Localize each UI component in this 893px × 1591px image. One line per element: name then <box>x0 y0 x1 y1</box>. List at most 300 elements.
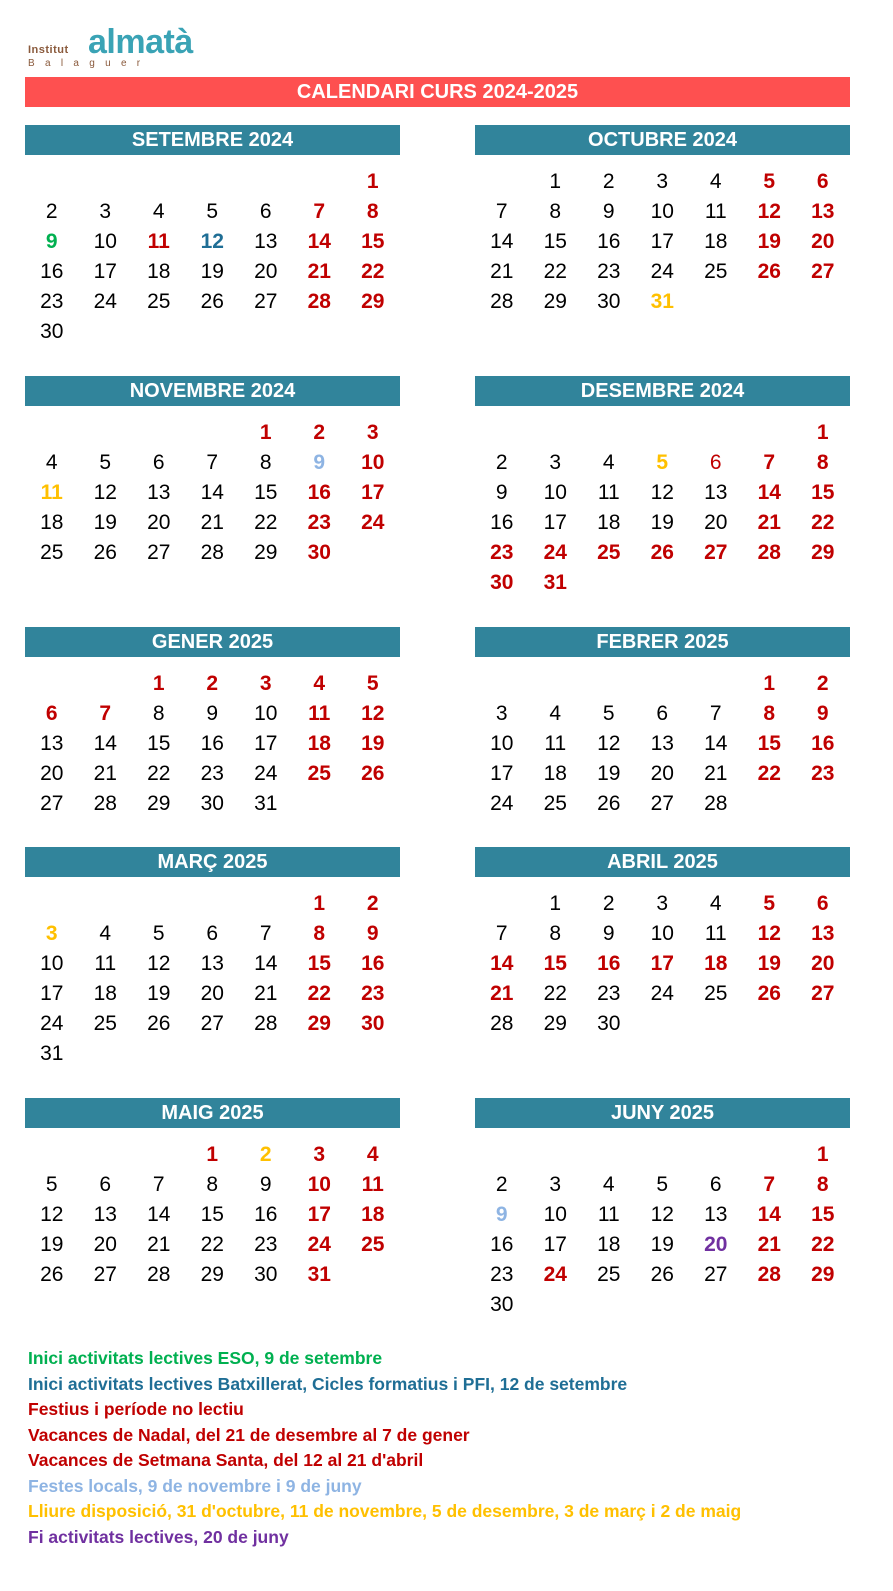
day-cell: 21 <box>490 260 514 283</box>
legend-item: Fi activitats lectives, 20 de juny <box>28 1526 289 1547</box>
day-cell: 7 <box>99 702 112 725</box>
empty-cell <box>582 418 636 448</box>
empty-cell <box>529 418 583 448</box>
month-header: JUNY 2025 <box>475 1098 850 1128</box>
day-cell: 4 <box>45 451 58 474</box>
day-cell: 2 <box>259 1143 272 1166</box>
day-grid <box>475 877 850 1039</box>
month-block <box>475 376 850 598</box>
day-cell: 19 <box>597 762 621 785</box>
month-block <box>25 847 400 1069</box>
day-cell: 11 <box>704 922 727 945</box>
day-cell: 8 <box>816 451 829 474</box>
day-cell: 24 <box>490 792 514 815</box>
day-cell: 6 <box>152 451 165 474</box>
empty-cell <box>186 167 240 197</box>
day-cell: 15 <box>200 1203 224 1226</box>
day-cell: 6 <box>45 702 58 725</box>
day-cell: 5 <box>602 702 615 725</box>
day-cell: 21 <box>757 1233 781 1256</box>
day-cell: 25 <box>704 260 728 283</box>
day-cell: 14 <box>254 952 278 975</box>
day-cell: 20 <box>704 1233 728 1256</box>
day-cell: 25 <box>361 1233 385 1256</box>
day-cell: 22 <box>811 1233 835 1256</box>
day-cell: 5 <box>656 1173 669 1196</box>
day-cell: 21 <box>93 762 117 785</box>
empty-cell <box>529 1140 583 1170</box>
day-cell: 24 <box>650 260 674 283</box>
day-cell: 10 <box>650 922 674 945</box>
day-cell: 10 <box>93 230 117 253</box>
day-cell: 30 <box>490 1293 514 1316</box>
day-cell: 19 <box>200 260 224 283</box>
empty-cell <box>132 889 186 919</box>
day-cell: 11 <box>361 1173 384 1196</box>
day-cell: 1 <box>313 892 326 915</box>
day-cell: 22 <box>254 511 278 534</box>
day-cell: 14 <box>200 481 224 504</box>
day-cell: 27 <box>811 260 835 283</box>
day-cell: 4 <box>709 170 722 193</box>
day-cell: 2 <box>602 892 615 915</box>
month-header: GENER 2025 <box>25 627 400 657</box>
month-block <box>25 627 400 819</box>
day-cell: 13 <box>811 922 835 945</box>
day-cell: 21 <box>254 982 278 1005</box>
month-block <box>25 376 400 568</box>
day-cell: 27 <box>650 792 674 815</box>
day-grid <box>25 406 400 568</box>
day-cell: 18 <box>93 982 117 1005</box>
day-cell: 16 <box>307 481 331 504</box>
empty-cell <box>582 1140 636 1170</box>
day-cell: 24 <box>361 511 385 534</box>
day-cell: 24 <box>93 290 117 313</box>
day-cell: 11 <box>704 200 727 223</box>
day-cell: 25 <box>40 541 64 564</box>
legend-item: Vacances de Nadal, del 21 de desembre al 7 de gener <box>28 1424 470 1445</box>
day-cell: 9 <box>602 200 615 223</box>
day-cell: 15 <box>811 1203 835 1226</box>
day-cell: 16 <box>254 1203 278 1226</box>
day-cell: 26 <box>200 290 224 313</box>
day-cell: 19 <box>147 982 171 1005</box>
day-cell: 12 <box>597 732 621 755</box>
empty-cell <box>582 669 636 699</box>
day-cell: 6 <box>656 702 669 725</box>
day-cell: 20 <box>704 511 728 534</box>
day-cell: 10 <box>307 1173 331 1196</box>
empty-cell <box>475 669 529 699</box>
day-cell: 20 <box>40 762 64 785</box>
day-cell: 6 <box>709 1173 722 1196</box>
day-cell: 13 <box>200 952 224 975</box>
day-cell: 13 <box>40 732 64 755</box>
empty-cell <box>689 1140 743 1170</box>
empty-cell <box>636 669 690 699</box>
day-cell: 5 <box>656 451 669 474</box>
day-cell: 15 <box>307 952 331 975</box>
day-cell: 31 <box>650 290 674 313</box>
day-cell: 10 <box>490 732 514 755</box>
day-cell: 29 <box>543 290 567 313</box>
logo-name-text: almatà <box>88 23 193 61</box>
empty-cell <box>79 889 133 919</box>
day-cell: 16 <box>597 230 621 253</box>
day-cell: 30 <box>307 541 331 564</box>
empty-cell <box>529 669 583 699</box>
day-cell: 7 <box>763 1173 776 1196</box>
day-cell: 15 <box>254 481 278 504</box>
empty-cell <box>79 418 133 448</box>
day-cell: 7 <box>206 451 219 474</box>
day-cell: 29 <box>200 1263 224 1286</box>
day-cell: 31 <box>254 792 278 815</box>
day-cell: 14 <box>147 1203 171 1226</box>
day-cell: 8 <box>549 922 562 945</box>
day-cell: 18 <box>704 230 728 253</box>
day-cell: 30 <box>40 320 64 343</box>
day-cell: 18 <box>307 732 331 755</box>
legend <box>28 1346 878 1550</box>
empty-cell <box>689 669 743 699</box>
day-cell: 27 <box>93 1263 117 1286</box>
day-cell: 5 <box>152 922 165 945</box>
day-cell: 17 <box>543 511 567 534</box>
month-header: OCTUBRE 2024 <box>475 125 850 155</box>
day-cell: 10 <box>543 1203 567 1226</box>
day-cell: 23 <box>490 541 514 564</box>
day-cell: 1 <box>549 170 562 193</box>
day-cell: 17 <box>40 982 64 1005</box>
day-cell: 28 <box>490 1012 514 1035</box>
school-logo <box>28 24 228 72</box>
day-cell: 28 <box>93 792 117 815</box>
day-cell: 12 <box>650 1203 674 1226</box>
day-cell: 26 <box>361 762 385 785</box>
day-cell: 17 <box>490 762 514 785</box>
day-cell: 27 <box>811 982 835 1005</box>
day-cell: 9 <box>366 922 379 945</box>
day-cell: 13 <box>704 1203 728 1226</box>
day-cell: 21 <box>147 1233 171 1256</box>
day-cell: 3 <box>495 702 508 725</box>
day-cell: 26 <box>40 1263 64 1286</box>
empty-cell <box>25 669 79 699</box>
empty-cell <box>293 167 347 197</box>
day-cell: 17 <box>650 230 674 253</box>
day-cell: 26 <box>147 1012 171 1035</box>
day-cell: 11 <box>597 1203 620 1226</box>
legend-item: Festius i període no lectiu <box>28 1399 244 1419</box>
day-cell: 30 <box>597 1012 621 1035</box>
month-block <box>475 1098 850 1320</box>
day-cell: 5 <box>763 170 776 193</box>
day-cell: 26 <box>650 1263 674 1286</box>
day-cell: 31 <box>307 1263 331 1286</box>
day-cell: 25 <box>597 541 621 564</box>
day-cell: 13 <box>254 230 278 253</box>
day-cell: 8 <box>763 702 776 725</box>
day-cell: 19 <box>650 1233 674 1256</box>
day-cell: 22 <box>757 762 781 785</box>
day-cell: 22 <box>147 762 171 785</box>
day-cell: 15 <box>361 230 385 253</box>
day-cell: 8 <box>549 200 562 223</box>
day-cell: 18 <box>597 511 621 534</box>
empty-cell <box>636 418 690 448</box>
day-cell: 11 <box>40 481 63 504</box>
empty-cell <box>25 418 79 448</box>
day-cell: 23 <box>254 1233 278 1256</box>
day-cell: 2 <box>495 1173 508 1196</box>
day-cell: 6 <box>259 200 272 223</box>
day-cell: 1 <box>816 1143 829 1166</box>
day-cell: 9 <box>816 702 829 725</box>
day-cell: 29 <box>254 541 278 564</box>
day-cell: 4 <box>152 200 165 223</box>
logo-city-text: Balaguer <box>28 58 151 69</box>
day-cell: 11 <box>94 952 117 975</box>
day-cell: 20 <box>811 952 835 975</box>
day-cell: 24 <box>307 1233 331 1256</box>
day-cell: 13 <box>650 732 674 755</box>
empty-cell <box>689 418 743 448</box>
day-cell: 15 <box>757 732 781 755</box>
day-cell: 18 <box>704 952 728 975</box>
day-cell: 23 <box>811 762 835 785</box>
day-cell: 5 <box>99 451 112 474</box>
day-cell: 6 <box>709 451 722 474</box>
day-cell: 14 <box>757 1203 781 1226</box>
month-block <box>475 847 850 1039</box>
day-cell: 16 <box>597 952 621 975</box>
day-cell: 28 <box>147 1263 171 1286</box>
day-cell: 29 <box>811 1263 835 1286</box>
month-block <box>475 627 850 819</box>
day-cell: 27 <box>704 1263 728 1286</box>
day-cell: 9 <box>602 922 615 945</box>
month-header: NOVEMBRE 2024 <box>25 376 400 406</box>
day-cell: 16 <box>361 952 385 975</box>
day-cell: 23 <box>40 290 64 313</box>
day-cell: 17 <box>254 732 278 755</box>
month-header: SETEMBRE 2024 <box>25 125 400 155</box>
day-cell: 29 <box>543 1012 567 1035</box>
day-cell: 23 <box>361 982 385 1005</box>
day-cell: 31 <box>40 1042 64 1065</box>
day-cell: 30 <box>361 1012 385 1035</box>
day-cell: 26 <box>757 982 781 1005</box>
day-cell: 21 <box>704 762 728 785</box>
day-cell: 15 <box>147 732 171 755</box>
day-cell: 10 <box>40 952 64 975</box>
day-cell: 16 <box>811 732 835 755</box>
day-cell: 14 <box>490 952 514 975</box>
month-header: FEBRER 2025 <box>475 627 850 657</box>
day-cell: 27 <box>200 1012 224 1035</box>
day-cell: 8 <box>259 451 272 474</box>
day-cell: 3 <box>656 892 669 915</box>
day-grid <box>25 877 400 1069</box>
day-cell: 3 <box>313 1143 326 1166</box>
day-cell: 24 <box>650 982 674 1005</box>
day-cell: 8 <box>366 200 379 223</box>
day-cell: 13 <box>704 481 728 504</box>
month-block <box>25 1098 400 1290</box>
day-cell: 9 <box>259 1173 272 1196</box>
day-cell: 17 <box>93 260 117 283</box>
day-cell: 12 <box>200 230 224 253</box>
day-cell: 2 <box>495 451 508 474</box>
day-cell: 7 <box>709 702 722 725</box>
empty-cell <box>25 167 79 197</box>
empty-cell <box>25 889 79 919</box>
day-cell: 17 <box>650 952 674 975</box>
day-cell: 30 <box>597 290 621 313</box>
day-cell: 1 <box>549 892 562 915</box>
day-cell: 20 <box>93 1233 117 1256</box>
day-cell: 4 <box>709 892 722 915</box>
day-cell: 1 <box>206 1143 219 1166</box>
empty-cell <box>636 1140 690 1170</box>
month-header: MAIG 2025 <box>25 1098 400 1128</box>
day-grid <box>25 155 400 347</box>
day-cell: 12 <box>147 952 171 975</box>
day-cell: 12 <box>757 200 781 223</box>
day-cell: 12 <box>93 481 117 504</box>
day-cell: 4 <box>366 1143 379 1166</box>
day-cell: 10 <box>543 481 567 504</box>
day-cell: 5 <box>206 200 219 223</box>
day-cell: 9 <box>313 451 326 474</box>
legend-item: Lliure disposició, 31 d'octubre, 11 de novembre, 5 de desembre, 3 de març i 2 de maig <box>28 1501 742 1521</box>
day-cell: 28 <box>254 1012 278 1035</box>
day-cell: 15 <box>543 230 567 253</box>
legend-item: Inici activitats lectives ESO, 9 de setembre <box>28 1348 383 1368</box>
day-cell: 20 <box>254 260 278 283</box>
month-block <box>25 125 400 347</box>
day-cell: 9 <box>495 481 508 504</box>
day-cell: 19 <box>757 952 781 975</box>
day-cell: 14 <box>704 732 728 755</box>
day-cell: 8 <box>206 1173 219 1196</box>
day-cell: 26 <box>93 541 117 564</box>
day-cell: 7 <box>313 200 326 223</box>
empty-cell <box>743 1140 797 1170</box>
day-cell: 14 <box>307 230 331 253</box>
empty-cell <box>132 167 186 197</box>
day-cell: 9 <box>45 230 58 253</box>
empty-cell <box>475 1140 529 1170</box>
day-cell: 7 <box>259 922 272 945</box>
day-cell: 2 <box>816 672 829 695</box>
empty-cell <box>475 889 529 919</box>
day-cell: 25 <box>307 762 331 785</box>
day-cell: 1 <box>763 672 776 695</box>
day-cell: 3 <box>45 922 58 945</box>
day-cell: 27 <box>147 541 171 564</box>
day-cell: 12 <box>40 1203 64 1226</box>
day-cell: 1 <box>366 170 379 193</box>
day-cell: 2 <box>45 200 58 223</box>
day-cell: 24 <box>254 762 278 785</box>
day-cell: 29 <box>307 1012 331 1035</box>
day-cell: 22 <box>811 511 835 534</box>
day-cell: 12 <box>361 702 385 725</box>
day-cell: 15 <box>543 952 567 975</box>
day-cell: 22 <box>361 260 385 283</box>
day-cell: 22 <box>307 982 331 1005</box>
day-cell: 28 <box>704 792 728 815</box>
day-cell: 29 <box>361 290 385 313</box>
day-cell: 19 <box>40 1233 64 1256</box>
day-cell: 20 <box>147 511 171 534</box>
day-cell: 12 <box>757 922 781 945</box>
day-cell: 25 <box>704 982 728 1005</box>
day-cell: 2 <box>366 892 379 915</box>
day-cell: 16 <box>490 511 514 534</box>
legend-item: Inici activitats lectives Batxillerat, Cicles formatius i PFI, 12 de setembre <box>28 1373 628 1394</box>
day-cell: 4 <box>549 702 562 725</box>
day-cell: 29 <box>811 541 835 564</box>
empty-cell <box>475 167 529 197</box>
day-cell: 5 <box>366 672 379 695</box>
day-cell: 30 <box>200 792 224 815</box>
day-cell: 21 <box>307 260 331 283</box>
empty-cell <box>79 1140 133 1170</box>
day-cell: 24 <box>543 541 567 564</box>
day-cell: 28 <box>757 1263 781 1286</box>
day-cell: 7 <box>763 451 776 474</box>
day-cell: 22 <box>200 1233 224 1256</box>
day-grid <box>475 155 850 317</box>
day-cell: 3 <box>549 451 562 474</box>
day-cell: 18 <box>543 762 567 785</box>
day-cell: 5 <box>763 892 776 915</box>
day-cell: 29 <box>147 792 171 815</box>
day-cell: 13 <box>93 1203 117 1226</box>
day-cell: 3 <box>366 421 379 444</box>
day-cell: 25 <box>543 792 567 815</box>
month-block <box>475 125 850 317</box>
legend-item: Vacances de Setmana Santa, del 12 al 21 d'abril <box>28 1450 424 1470</box>
empty-cell <box>79 669 133 699</box>
month-header: DESEMBRE 2024 <box>475 376 850 406</box>
day-cell: 31 <box>543 571 567 594</box>
day-cell: 2 <box>602 170 615 193</box>
empty-cell <box>25 1140 79 1170</box>
day-cell: 11 <box>544 732 567 755</box>
day-cell: 4 <box>313 672 326 695</box>
day-cell: 1 <box>816 421 829 444</box>
month-header: ABRIL 2025 <box>475 847 850 877</box>
day-cell: 20 <box>811 230 835 253</box>
day-cell: 4 <box>602 1173 615 1196</box>
day-cell: 4 <box>99 922 112 945</box>
day-cell: 21 <box>757 511 781 534</box>
day-cell: 1 <box>259 421 272 444</box>
day-grid <box>475 406 850 598</box>
day-cell: 19 <box>757 230 781 253</box>
day-cell: 3 <box>656 170 669 193</box>
day-cell: 28 <box>757 541 781 564</box>
day-cell: 1 <box>152 672 165 695</box>
day-cell: 16 <box>490 1233 514 1256</box>
day-cell: 17 <box>307 1203 331 1226</box>
day-cell: 23 <box>490 1263 514 1286</box>
